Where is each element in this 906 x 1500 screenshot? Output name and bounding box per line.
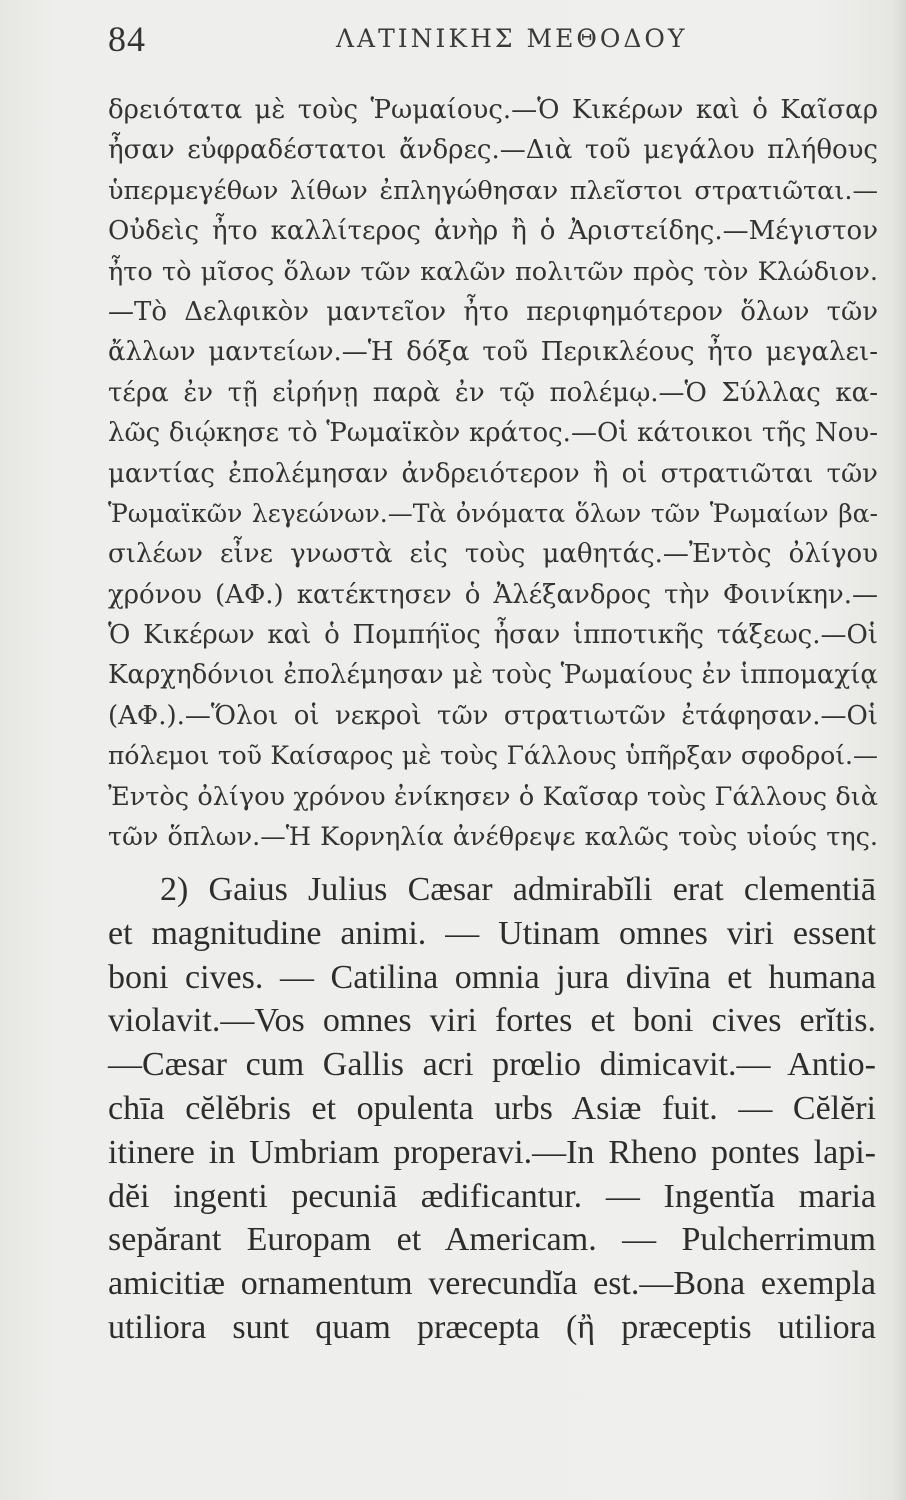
latin-line: amicitiæ ornamentum verecundĭa est.—Bona exempla bbox=[108, 1265, 876, 1303]
latin-line: chīa cĕlĕbris et opulenta urbs Asiæ fuit. — Cĕlĕri bbox=[108, 1089, 876, 1127]
greek-line: —Τὸ Δελφικὸν μαντεῖον ἦτο περιφημότερον ὅλων τῶν bbox=[108, 296, 878, 327]
latin-line: utiliora sunt quam præcepta (ἢ præceptis utiliora bbox=[108, 1308, 876, 1346]
greek-line: τῶν ὅπλων.—Ἡ Κορνηλία ἀνέθρεψε καλῶς τοὺς υἱούς της. bbox=[108, 822, 878, 853]
greek-line: ὑπερμεγέθων λίθων ἐπληγώθησαν πλεῖστοι στρατιῶται.— bbox=[108, 175, 878, 206]
greek-line: ἦτο τὸ μῖσος ὅλων τῶν καλῶν πολιτῶν πρὸς τὸν Κλώδιον. bbox=[108, 256, 878, 287]
latin-line: dĕi ingenti pecuniā ædificantur. — Ingentĭa maria bbox=[108, 1177, 876, 1215]
greek-line: ἦσαν εὐφραδέστατοι ἄνδρες.—Διὰ τοῦ μεγάλου πλήθους bbox=[108, 135, 878, 166]
greek-line: τέρα ἐν τῇ εἰρήνῃ παρὰ ἐν τῷ πολέμῳ.—Ὁ Σύλλας κα- bbox=[108, 377, 878, 408]
latin-line: et magnitudine animi. — Utinam omnes viri essent bbox=[108, 914, 876, 952]
latin-exercise-text bbox=[108, 868, 876, 1350]
latin-line: —Cæsar cum Gallis acri prœlio dimicavit.— Antio- bbox=[108, 1046, 876, 1084]
greek-line: Ῥωμαϊκῶν λεγεώνων.—Τὰ ὀνόματα ὅλων τῶν Ῥωμαίων βα- bbox=[108, 498, 878, 528]
greek-exercise-text bbox=[108, 90, 878, 857]
greek-line: σιλέων εἶνε γνωστὰ εἰς τοὺς μαθητάς.—Ἐντὸς ὀλίγου bbox=[108, 539, 878, 570]
latin-line: violavit.—Vos omnes viri fortes et boni cives erĭtis. bbox=[108, 1002, 876, 1040]
greek-line: χρόνου (ΑΦ.) κατέκτησεν ὁ Ἀλέξανδρος τὴν Φοινίκην.— bbox=[108, 579, 878, 610]
greek-line: Ὁ Κικέρων καὶ ὁ Πομπήϊος ἦσαν ἱπποτικῆς τάξεως.—Οἱ bbox=[108, 620, 878, 651]
latin-line: 2) Gaius Julius Cæsar admirabĭli erat clementiā bbox=[160, 871, 876, 908]
greek-line: (ΑΦ.).—Ὅλοι οἱ νεκροὶ τῶν στρατιωτῶν ἐτάφησαν.—Οἱ bbox=[108, 700, 878, 731]
running-head: ΛΑΤΙΝΙΚΗΣ ΜΕΘΟΔΟΥ bbox=[336, 24, 688, 53]
latin-line: sepărant Europam et Americam. — Pulcherrimum bbox=[108, 1221, 876, 1259]
page-edge-shadow bbox=[892, 0, 906, 1500]
greek-line: μαντίας ἐπολέμησαν ἀνδρειότερον ἢ οἱ στρατιῶται τῶν bbox=[108, 458, 878, 489]
greek-line: ἄλλων μαντείων.—Ἡ δόξα τοῦ Περικλέους ἦτο μεγαλει- bbox=[108, 337, 878, 368]
greek-line: δρειότατα μὲ τοὺς Ῥωμαίους.—Ὁ Κικέρων καὶ ὁ Καῖσαρ bbox=[108, 95, 878, 125]
page-header bbox=[108, 18, 868, 62]
greek-line: πόλεμοι τοῦ Καίσαρος μὲ τοὺς Γάλλους ὑπῆρξαν σφοδροί.— bbox=[108, 741, 878, 771]
latin-line: boni cives. — Catilina omnia jura divīna et humana bbox=[108, 958, 876, 996]
latin-line: itinere in Umbriam properavi.—In Rheno pontes lapi- bbox=[108, 1133, 876, 1171]
greek-line: Καρχηδόνιοι ἐπολέμησαν μὲ τοὺς Ῥωμαίους ἐν ἱππομαχίᾳ bbox=[108, 660, 878, 691]
page-number: 84 bbox=[108, 19, 146, 59]
greek-line: Ἐντὸς ὀλίγου χρόνου ἐνίκησεν ὁ Καῖσαρ τοὺς Γάλλους διὰ bbox=[108, 781, 878, 812]
greek-line: Οὐδεὶς ἦτο καλλίτερος ἀνὴρ ἢ ὁ Ἀριστείδης.—Μέγιστον bbox=[108, 216, 878, 247]
greek-line: λῶς διῴκησε τὸ Ῥωμαϊκὸν κράτος.—Οἱ κάτοικοι τῆς Νου- bbox=[108, 418, 878, 449]
